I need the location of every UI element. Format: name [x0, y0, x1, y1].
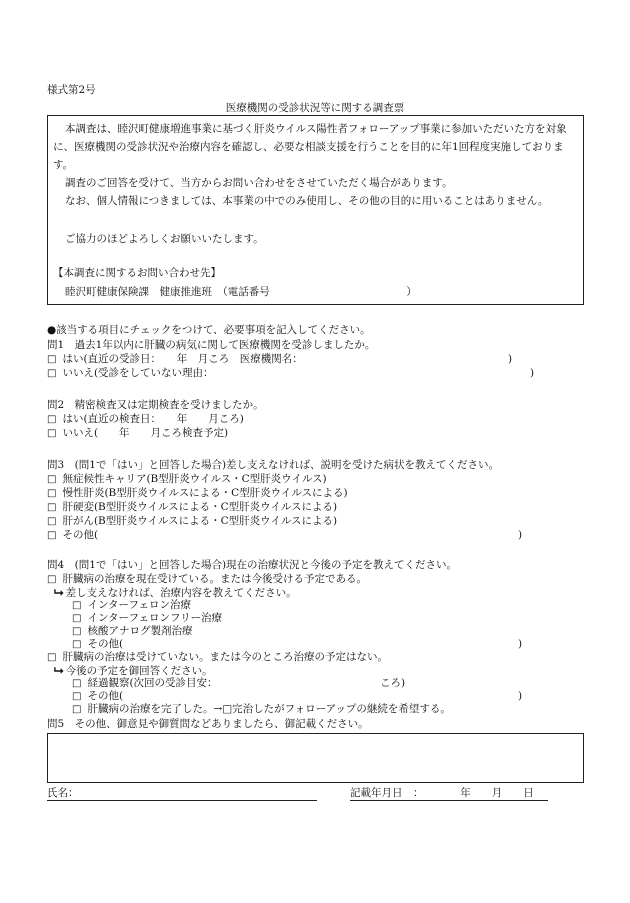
- q2-label: 問2 精密検査又は定期検査を受けましたか。: [47, 399, 264, 411]
- q3-option[interactable]: [47, 486, 348, 501]
- q4-sub-not-treating-label: 今後の予定を御回答ください。: [65, 665, 213, 677]
- q4-plan-other-label: その他(: [87, 690, 124, 702]
- checkbox[interactable]: □: [47, 414, 57, 425]
- q4-plan-complete-label: 肝臓病の治療を完了した。→□完治したがフォローアップの継続を希望する。: [87, 703, 451, 715]
- q4-label: 問4 (問1で「はい」と回答した場合)現在の治療状況と今後の予定を教えてください。: [47, 559, 458, 571]
- q4-treatment-other-label: その他(: [87, 638, 124, 650]
- checkbox[interactable]: □: [72, 639, 82, 650]
- q1-option-no[interactable]: [47, 366, 214, 381]
- q4-treatment-label: インターフェロン治療: [87, 599, 191, 611]
- checkbox[interactable]: □: [47, 428, 57, 439]
- q2-option-yes[interactable]: [47, 412, 244, 427]
- q5-label: 問5 その他、御意見や御質問などありましたら、御記載ください。: [47, 718, 369, 730]
- checkbox[interactable]: □: [47, 354, 57, 365]
- page-title: 医療機関の受診状況等に関する調査票: [225, 102, 405, 114]
- checkbox[interactable]: □: [47, 574, 57, 585]
- intro-paragraph-1: 本調査は、睦沢町健康増進事業に基づく肝炎ウイルス陽性者フォローアップ事業に参加いただいた方を対象に、医療機関の受診状況や治療内容を確認し、必要な相談支援を行うことを目的に年1回程度実施しております。: [53, 123, 567, 171]
- name-label: 氏名：: [47, 787, 79, 799]
- q4-plan-complete[interactable]: [72, 702, 451, 717]
- arrow-right-icon: ⮡: [54, 585, 64, 599]
- checkbox[interactable]: □: [72, 691, 82, 702]
- q1-label: 問1 過去1年以内に肝臓の病気に関して医療機関を受診しましたか。: [47, 339, 376, 351]
- intro-paragraph-3: なお、個人情報につきましては、本事業の中でのみ使用し、その他の目的に用いることはありません。: [65, 195, 549, 207]
- q4-treatment-other-close-paren: ): [518, 638, 523, 650]
- q3-option-label: 肝硬変(B型肝炎ウイルスによる・C型肝炎ウイルスによる): [62, 501, 338, 513]
- contact-heading: 【本調査に関するお問い合わせ先】: [53, 267, 221, 279]
- contact-line: 睦沢町健康保険課 健康推進班 （電話番号 ）: [65, 286, 417, 298]
- intro-paragraph-4: ご協力のほどよろしくお願いいたします。: [65, 233, 264, 245]
- q4-plan-other-close-paren: ): [518, 690, 523, 702]
- q4-sub-treating-label: 差し支えなければ、治療内容を教えてください。: [65, 587, 297, 599]
- q3-option[interactable]: [47, 500, 337, 515]
- checkbox[interactable]: □: [47, 488, 57, 499]
- checkbox[interactable]: □: [47, 474, 57, 485]
- q1-option-yes-label: はい(直近の受診日： 年 月ころ 医療機関名：: [62, 353, 303, 365]
- q3-option-label: 無症候性キャリア(B型肝炎ウイルス・C型肝炎ウイルス): [62, 473, 327, 485]
- q4-option-treating-label: 肝臓病の治療を現在受けている。または今後受ける予定である。: [62, 573, 367, 585]
- q4-treatment-label: インターフェロンフリー治療: [87, 612, 223, 624]
- q1-no-close-paren: ): [530, 367, 535, 379]
- q3-option-other[interactable]: [47, 528, 98, 543]
- checkbox[interactable]: □: [72, 678, 82, 689]
- q3-option[interactable]: [47, 514, 337, 529]
- checkbox[interactable]: □: [47, 368, 57, 379]
- q4-treatment-label: 核酸アナログ製剤治療: [87, 625, 193, 637]
- checkbox[interactable]: □: [72, 613, 82, 624]
- checkbox[interactable]: □: [72, 704, 82, 715]
- form-number: 様式第2号: [47, 84, 96, 96]
- checkbox[interactable]: □: [47, 516, 57, 527]
- arrow-right-icon: ⮡: [54, 663, 64, 677]
- q3-option-label: 肝がん(B型肝炎ウイルスによる・C型肝炎ウイルスによる): [62, 515, 338, 527]
- checkbox[interactable]: □: [47, 502, 57, 513]
- date-field[interactable]: [350, 786, 548, 801]
- checkbox[interactable]: □: [47, 652, 57, 663]
- q4-plan-observe-label: 経過観察(次回の受診目安：: [87, 677, 218, 689]
- q3-label: 問3 (問1で「はい」と回答した場合)差し支えなければ、説明を受けた病状を教えてください。: [47, 459, 500, 471]
- checkbox[interactable]: □: [47, 530, 57, 541]
- instruction: ●該当する項目にチェックをつけて、必要事項を記入してください。: [47, 324, 371, 336]
- name-field[interactable]: [47, 786, 317, 801]
- q1-yes-close-paren: ): [508, 353, 513, 365]
- q2-option-no-label: いいえ( 年 月ころ検査予定): [62, 427, 229, 439]
- q2-option-yes-label: はい(直近の検査日： 年 月ころ): [62, 413, 244, 425]
- q1-option-yes[interactable]: [47, 352, 303, 367]
- date-label: 記載年月日 ： 年 月 日: [350, 787, 534, 799]
- q3-other-close-paren: ): [518, 529, 523, 541]
- q1-option-no-label: いいえ(受診をしていない理由：: [62, 367, 214, 379]
- q3-option-label: 慢性肝炎(B型肝炎ウイルスによる・C型肝炎ウイルスによる): [62, 487, 348, 499]
- q4-option-not-treating-label: 肝臓病の治療は受けていない。または今のところ治療の予定はない。: [62, 651, 388, 663]
- q4-plan-observe-close: ころ): [380, 677, 406, 689]
- intro-paragraph-2: 調査のご回答を受けて、当方からお問い合わせをさせていただく場合があります。: [65, 177, 453, 189]
- q2-option-no[interactable]: [47, 426, 228, 441]
- q3-option-other-label: その他(: [62, 529, 99, 541]
- checkbox[interactable]: □: [72, 626, 82, 637]
- q3-option[interactable]: [47, 472, 327, 487]
- q5-comment-box[interactable]: [47, 733, 584, 783]
- checkbox[interactable]: □: [72, 600, 82, 611]
